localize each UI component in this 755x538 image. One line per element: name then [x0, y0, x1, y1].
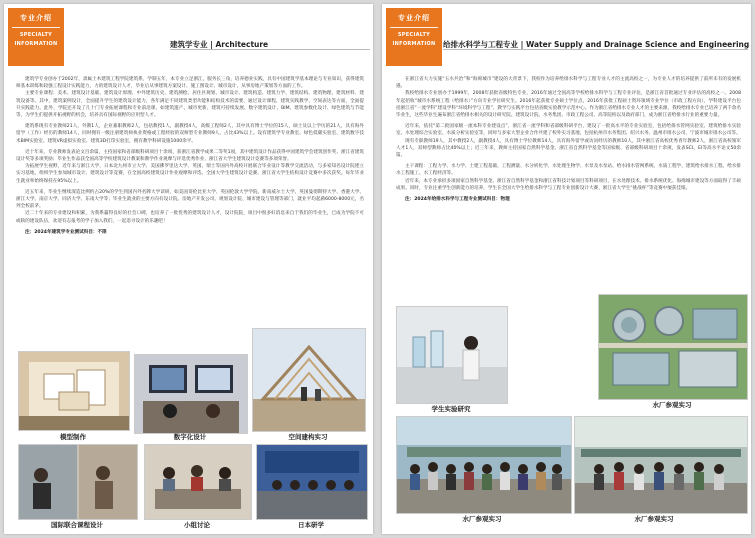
photo-space-construction — [252, 328, 366, 432]
photo-label: 数字化设计 — [173, 433, 207, 441]
intro-text — [396, 76, 741, 203]
photo-label: 国际联合课程设计 — [51, 521, 103, 529]
intro-text — [16, 76, 364, 236]
badge-divider — [12, 27, 60, 28]
paragraph: 在浙江省大力实施“五水共治”和“海绵城市”建设的大背景下，我校作为培养给排水科学与工程专业人才的主流高校之一，为专业人才的培养提供了前所未有的发展机遇。 — [396, 77, 741, 90]
specialty-badge — [386, 8, 442, 66]
paragraph: 现有专职教师19人，其中教授2人，副教授4人，具有博士学位教师14人，具有海外留学或访问经历的教师10人，其中浙江省高校优秀青年教师2人，浙江省高校领军人才1人，双师型教师占比40%以上；近三年来，教师主持国家自然科学基金、浙江省自然科学基金等国家级、省部级科研项目十余项，发表SCI、EI等高水平论文50余篇。 — [396, 138, 741, 159]
page-title: 建筑学专业 | Architecture — [170, 40, 269, 49]
paragraph: 建筑学专业创办于2002年，隶属土木建筑工程学院建筑系，学制五年，本专业立足浙江，服务长三角，培养德业实践，具有中国建筑学基本理论与专业知识，获得建筑师基本训练和较强工程设计实践能力，力的建筑设计人才，毕业后从事建筑方案设计、施工图设计、城市设计，从事房地产策划等方面的工作。 — [16, 77, 364, 90]
right-page — [382, 4, 751, 534]
badge-title-en-1: SPECIALTY — [19, 32, 53, 38]
title-underline — [170, 49, 370, 50]
photo-japan-study — [256, 444, 368, 520]
photo-label: 学生实验研究 — [431, 405, 471, 413]
photo-label: 模型制作 — [60, 433, 86, 441]
photo-group-discussion — [144, 444, 252, 520]
badge-title-en-2: INFORMATION — [392, 41, 436, 47]
paragraph: 近二十年来的专业建设和积累，为我系赢得良好的社会口碑，也培养了一批优秀的建筑设计人才，设计院院，项目中很多好消息来自于我们的毕业生，已成为学院不可或缺的建设队伍，欢迎有志报考的学子加入我们，一起追寻设计的乐趣吧！ — [16, 211, 364, 224]
photo-label: 小组讨论 — [184, 521, 210, 529]
page-title: 给排水科学与工程专业 | Water Supply and Drainage Science and Engineering — [443, 40, 750, 49]
photo-student-experiment — [396, 306, 508, 404]
paragraph: 建筑系现有专业教师21人，外教1人，企业兼职教师2人，包括教授1人，副教授4人，高级工程师2人，其中具有博士学位的15人，硕士及以上学历的21人，具有海外留学（工作）经历的教师14人，同时拥有一级注册建筑师执业资格或工程经验的双师型专业教师9人，占比43%以上。设有建筑学专业教室、绿色低碳实验室、建筑数字技术BIM实验室、建筑VR虚拟实验室、建筑3D打印实验室，拥有教学科研设施1000余平。 — [16, 124, 364, 144]
paragraph: 近年来，依托“第二批国家级一流本科专业建设点”，浙江省一流学科和省部级科研平台，建设了一批高水平的专业实验室，包括给排水管网实验室、建筑给排水实验室、水处理综合实验室、水质分析实验室等，同时与多家大型企业合作共建了校外实习基地，包括杭州市水务集团、绍兴水务、温州市排水公司、宁波市城市排水公司等。 — [396, 124, 741, 137]
badge-title-cn: 专业介绍 — [20, 14, 52, 22]
paragraph: 近年来，本专业承担多项国家自然科学基金、浙江省自然科学基金和浙江省科技计划项目等科研项目，在水处理技术、排水系统优化、海绵城市建设等方面取得了丰硕成果。同时，专业注重学生创新能力的培养，学生在全国大学生给排水科学与工程专业创新设计大赛、浙江省大学生“挑战杯”等竞赛中屡获佳绩。 — [396, 178, 741, 191]
photo-model-making — [18, 351, 130, 431]
paragraph: 主要专业课程：美术、建筑设计基础、建筑设计原理、中外建筑历史、建筑测绘、居住区规划、城市设计、建筑构造、建筑力学、建筑结构、建筑物理、建筑材料、建筑设备等。其中，建筑案例设计，全面提升学生的建筑设计能力，各年满足不同建筑类型功能和结构技术的需要，通过设计课程，建筑实践教学，空间表达等方面，全面提升实践能力。此外，学院还开设了几十门专业拓展课程和专业前沿课，如建筑遗产、城市更新、建筑可持续发展、数字建筑设计、BIM、建筑参数化设计、绿色建筑与节能等，为学生们提供开拓视野的机会，培养具有国际视野的应用型人才。 — [16, 91, 364, 119]
badge-divider — [390, 27, 438, 28]
subject-note: 注：2024年给排水科学与工程专业测试科目：物理 — [405, 197, 510, 203]
paragraph: 我校给排水专业创办于1999年，2008年获批省级特色专业，2016年通过全国高等学校给排水科学与工程专业评估，是浙江省首批通过专业评估的高校之一。2008年起招收“城市水系统工程（给排水）”方向专业学位研究生。2016年起获批专业硕士学位点，2016年获批工程硕士资环领域专业学位（市政工程方向），学科建设平台包括浙江省“一流学科”建设学科“环境科学与工程”，教学与实践平台包括省级实验教学示范中心。作为浙江省给排水专业人才的主要来源，我校给排水专业已培养了两千余名毕业生，这些毕业生遍布浙江省给排水相关的设计研究院、建筑设计院、水务集团、市政工程公司、高等院校以及政府部门，成为浙江省给排水行业的重要力量。 — [396, 91, 741, 119]
badge-title-en-1: SPECIALTY — [397, 32, 431, 38]
photo-label: 水厂参观实习 — [634, 515, 674, 523]
photo-plant-visit-aerial — [598, 294, 748, 400]
photo-label: 日本研学 — [298, 521, 324, 529]
title-underline — [443, 49, 748, 50]
badge-title-en-2: INFORMATION — [14, 41, 58, 47]
paragraph: 近十年来，专业教师发表论文百余篇，主持国家和省部级科研项目十余项，获浙江省教学成果二等奖1项，其中建筑设计作品获得中国建筑学会建筑创作奖、浙江省建筑设计奖等多项奖励；毕业生作品获全国高等学校建筑设计教案和教学作业观摩与评选优秀作业、浙江省大学生建筑设计竞赛等多项荣誉。 — [16, 149, 364, 163]
left-page — [4, 4, 373, 534]
paragraph: 近五年来，毕业生继续深造比例约占20%的学生到国内外名牌大学读研，如美国哥伦比亚大学、英国伦敦大学学院、新南威尔士大学、英国曼彻斯特大学、香港大学、浙江大学、南京大学、同济大学、东南大学等；毕业生就业的主要方向有设计院、房地产开发公司、规划设计院、城市建设与管理等部门，就业平均起薪6000-8000元，名列全校前茅。 — [16, 189, 364, 210]
photo-plant-visit-group — [396, 416, 572, 514]
photo-label: 空间建构实习 — [288, 433, 328, 441]
paragraph: 为拓展学生视野，近年来与浙江大学、日本北九州市立大学、美国佛罗里达大学、英国、瑞士等国内外高校开展联合毕业设计等教学交流活动，与多家知名设计院建立实习基地，组织学生参加城市设计、建筑设计等竞赛，在全国高校建筑设计作业观摩和评选、全国大学生建筑设计竞赛、浙江省大学生结构设计竞赛中多次获奖。每年毕业生就业率始终保持在95%以上。 — [16, 164, 364, 184]
photo-label: 水厂参观实习 — [652, 401, 692, 409]
photo-plant-visit-tour — [574, 416, 748, 514]
photo-label: 水厂参观实习 — [462, 515, 502, 523]
badge-title-cn: 专业介绍 — [398, 14, 430, 22]
photo-digital-design — [134, 354, 248, 434]
paragraph: 主干课程：工程力学、水力学、土建工程基础、工程测量、水分析化学、水处理生物学、水泵及水泵站、给水排水管网系统、水质工程学、建筑给水排水工程、给水排水工程施工、水工程经济等。 — [396, 164, 741, 177]
specialty-badge — [8, 8, 64, 66]
photo-international-course — [18, 444, 138, 520]
subject-note: 注：2024年建筑学专业测试科目：不限 — [25, 229, 107, 235]
